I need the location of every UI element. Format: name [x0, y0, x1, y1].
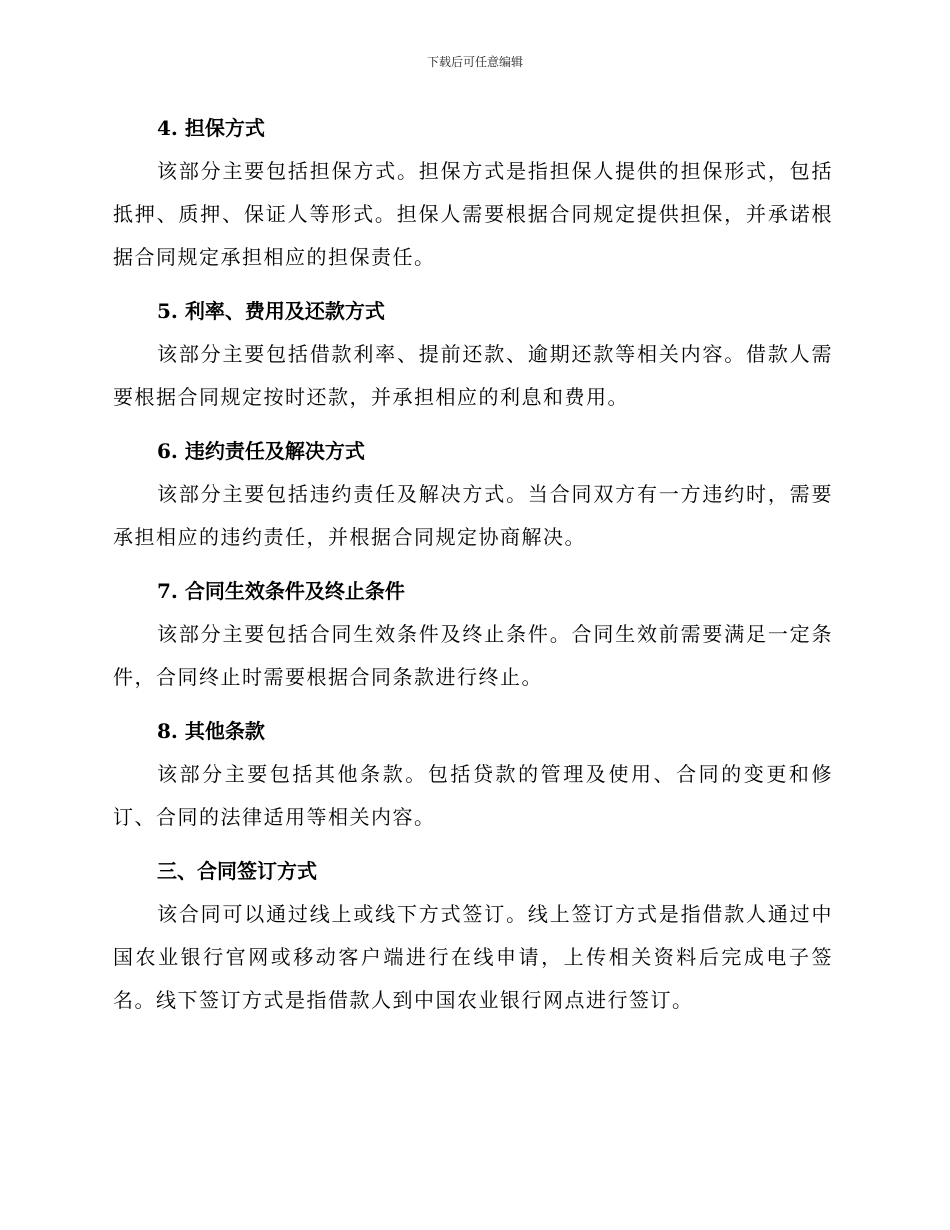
page-header: 下载后可任意编辑: [426, 55, 523, 69]
section-heading-interest-repayment: 5. 利率、费用及还款方式: [157, 299, 385, 323]
section-heading-guarantee: 4. 担保方式: [157, 116, 265, 140]
section-heading-other-terms: 8. 其他条款: [157, 719, 265, 743]
section-body-breach-liability: 该部分主要包括违约责任及解决方式。当合同双方有一方违约时，需要承担相应的违约责任，并根据合同规定协商解决。: [113, 482, 833, 549]
section-body-signing-method: 该合同可以通过线上或线下方式签订。线上签订方式是指借款人通过中国农业银行官网或移动客户端进行在线申请，上传相关资料后完成电子签名。线下签订方式是指借款人到中国农业银行网点进行签订。: [113, 902, 833, 1012]
section-heading-effect-termination: 7. 合同生效条件及终止条件: [157, 579, 405, 603]
section-body-guarantee: 该部分主要包括担保方式。担保方式是指担保人提供的担保形式，包括抵押、质押、保证人等形式。担保人需要根据合同规定提供担保，并承诺根据合同规定承担相应的担保责任。: [113, 159, 833, 269]
section-body-effect-termination: 该部分主要包括合同生效条件及终止条件。合同生效前需要满足一定条件，合同终止时需要根据合同条款进行终止。: [113, 622, 833, 689]
section-body-interest-repayment: 该部分主要包括借款利率、提前还款、逾期还款等相关内容。借款人需要根据合同规定按时还款，并承担相应的利息和费用。: [113, 342, 833, 409]
section-heading-breach-liability: 6. 违约责任及解决方式: [157, 439, 365, 463]
section-heading-signing-method: 三、合同签订方式: [157, 859, 317, 883]
document-body: [113, 106, 833, 1032]
section-body-other-terms: 该部分主要包括其他条款。包括贷款的管理及使用、合同的变更和修订、合同的法律适用等相关内容。: [113, 762, 833, 829]
